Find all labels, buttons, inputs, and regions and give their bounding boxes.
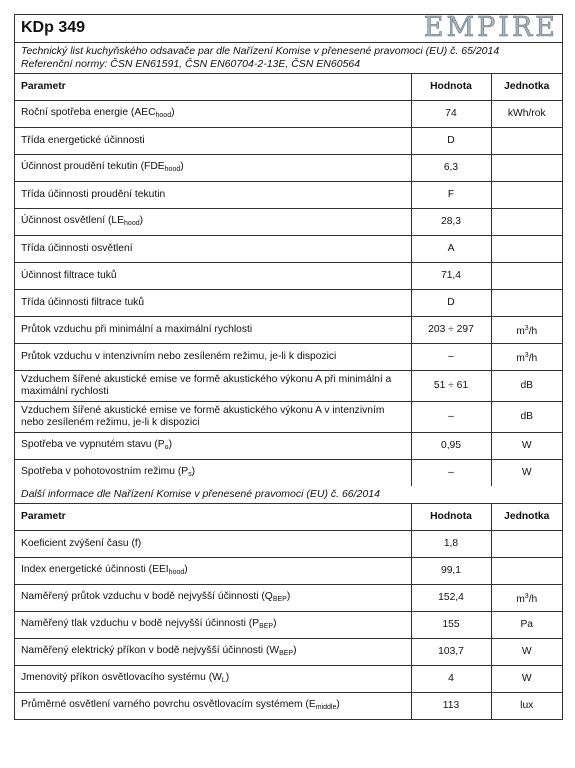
- unit-suffix: /h: [528, 352, 538, 364]
- parameter-subscript: BEP: [272, 595, 287, 603]
- parameter-suffix: ): [225, 671, 230, 683]
- unit-text: W: [521, 646, 532, 657]
- empire-logo: EMPIRE: [423, 12, 558, 43]
- unit-text: m: [516, 593, 525, 605]
- parameter-subscript: hood: [168, 568, 185, 576]
- parameter-cell: [15, 433, 411, 460]
- parameter-suffix: ): [336, 698, 340, 710]
- parameter-cell: [15, 209, 411, 236]
- value-cell: A: [411, 236, 491, 263]
- parameter-text: Třída účinnosti proudění tekutin: [21, 189, 166, 200]
- parameter-text: Průtok vzduchu při minimální a maximální rychlosti: [21, 324, 253, 335]
- unit-cell: [491, 263, 562, 290]
- parameter-cell: [15, 290, 411, 317]
- parameter-text: Třída účinnosti osvětlení: [21, 243, 133, 254]
- parameter-suffix: ): [171, 106, 175, 118]
- unit-suffix: /h: [528, 325, 538, 337]
- value-cell: 4: [411, 666, 491, 693]
- parameter-text: Vzduchem šířené akustické emise ve formě akustického výkonu A v intenzivním nebo zesíleném režimu, je-li k dispozici: [21, 405, 385, 428]
- unit-text: dB: [520, 380, 534, 391]
- header-value: Hodnota: [411, 74, 491, 101]
- parameter-cell: [15, 101, 411, 128]
- unit-cell: [491, 209, 562, 236]
- parameter-cell: [15, 317, 411, 344]
- unit-cell: [491, 531, 562, 558]
- value-cell: 0,95: [411, 433, 491, 460]
- header-unit: Jednotka: [491, 504, 562, 531]
- unit-cell: [491, 558, 562, 585]
- unit-cell: [491, 236, 562, 263]
- parameter-text: Naměřený průtok vzduchu v bodě nejvyšší účinnosti (Q: [21, 590, 273, 602]
- header-value: Hodnota: [411, 504, 491, 531]
- parameter-cell: [15, 639, 411, 666]
- value-cell: 51 ÷ 61: [411, 371, 491, 402]
- unit-text: W: [521, 440, 532, 451]
- parameter-cell: [15, 693, 411, 720]
- unit-cell: [491, 128, 562, 155]
- value-cell: 113: [411, 693, 491, 720]
- unit-cell: [491, 101, 562, 128]
- parameter-text: Roční spotřeba energie (AEC: [21, 106, 156, 118]
- unit-cell: [491, 460, 562, 487]
- unit-text: kWh/rok: [507, 108, 546, 119]
- parameter-cell: [15, 128, 411, 155]
- parameter-text: Průměrné osvětlení varného povrchu osvětlovacím systémem (E: [21, 698, 316, 710]
- unit-cell: [491, 666, 562, 693]
- model-name: KDp 349: [21, 19, 86, 36]
- unit-cell: [491, 433, 562, 460]
- additional-parameters-table: [15, 504, 562, 719]
- table-header-row: [15, 504, 562, 531]
- unit-text: dB: [520, 411, 534, 422]
- parameter-suffix: ): [273, 617, 277, 629]
- parameter-text: Index energetické účinnosti (EEI: [21, 563, 169, 575]
- parameter-text: Průtok vzduchu v intenzivním nebo zesíleném režimu, je-li k dispozici: [21, 351, 337, 362]
- table-row: [15, 666, 562, 693]
- parameter-text: Naměřený elektrický příkon v bodě nejvyšší účinnosti (W: [21, 644, 280, 656]
- parameter-suffix: ): [184, 563, 188, 575]
- parameter-text: Naměřený tlak vzduchu v bodě nejvyšší účinnosti (P: [21, 617, 260, 629]
- parameter-text: Účinnost proudění tekutin (FDE: [21, 160, 165, 172]
- parameter-suffix: ): [191, 465, 196, 477]
- unit-cell: [491, 182, 562, 209]
- reference-norms: Referenční normy: ČSN EN61591, ČSN EN60704-2-13E, ČSN EN60564: [21, 58, 361, 70]
- parameters-table: [15, 74, 562, 486]
- value-cell: –: [411, 344, 491, 371]
- parameter-subscript: middle: [315, 703, 337, 711]
- unit-cell: [491, 290, 562, 317]
- parameter-text: Účinnost osvětlení (LE: [21, 214, 125, 226]
- value-cell: 152,4: [411, 585, 491, 612]
- table-header-row: [15, 74, 562, 101]
- parameter-text: Spotřeba ve vypnutém stavu (P: [21, 438, 165, 450]
- table-row: [15, 371, 562, 402]
- parameter-suffix: ): [180, 160, 184, 172]
- header-parameter: Parametr: [15, 74, 411, 101]
- parameter-subscript: hood: [155, 111, 172, 119]
- table-row: [15, 155, 562, 182]
- unit-cell: [491, 612, 562, 639]
- value-cell: 74: [411, 101, 491, 128]
- table-row: [15, 460, 562, 487]
- value-cell: 99,1: [411, 558, 491, 585]
- value-cell: 1,8: [411, 531, 491, 558]
- parameter-subscript: BEP: [259, 622, 274, 630]
- table-row: [15, 402, 562, 433]
- parameter-subscript: L: [221, 676, 226, 684]
- parameter-suffix: ): [293, 644, 297, 656]
- parameter-cell: [15, 531, 411, 558]
- table-row: [15, 585, 562, 612]
- parameter-cell: [15, 558, 411, 585]
- parameter-cell: [15, 236, 411, 263]
- unit-text: W: [521, 467, 532, 478]
- table-row: [15, 263, 562, 290]
- table-row: [15, 693, 562, 720]
- table-row: [15, 128, 562, 155]
- value-cell: –: [411, 460, 491, 487]
- regulation-text: Technický list kuchyňského odsavače par dle Nařízení Komise v přenesené pravomoci (EU) č. 65/2014: [21, 45, 500, 57]
- unit-superscript: 3: [524, 351, 529, 359]
- table-row: [15, 344, 562, 371]
- parameter-suffix: ): [139, 214, 144, 226]
- value-cell: –: [411, 402, 491, 433]
- unit-superscript: 3: [524, 592, 529, 600]
- table-row: [15, 531, 562, 558]
- additional-info-note: Další informace dle Nařízení Komise v přenesené pravomoci (EU) č. 66/2014: [15, 486, 562, 504]
- value-cell: 103,7: [411, 639, 491, 666]
- header-parameter: Parametr: [15, 504, 411, 531]
- parameter-cell: [15, 344, 411, 371]
- parameter-cell: [15, 666, 411, 693]
- unit-cell: [491, 402, 562, 433]
- parameter-text: Vzduchem šířené akustické emise ve formě akustického výkonu A při minimální a maximální rychlosti: [21, 374, 392, 397]
- unit-text: W: [521, 673, 532, 684]
- regulation-note: [15, 43, 562, 74]
- parameter-cell: [15, 182, 411, 209]
- unit-superscript: 3: [524, 324, 529, 332]
- parameter-subscript: hood: [124, 219, 140, 227]
- table-row: [15, 612, 562, 639]
- table-row: [15, 209, 562, 236]
- parameter-subscript: o: [164, 443, 169, 451]
- parameter-subscript: s: [188, 470, 192, 478]
- value-cell: D: [411, 128, 491, 155]
- title-bar: [15, 12, 562, 43]
- value-cell: F: [411, 182, 491, 209]
- table-row: [15, 290, 562, 317]
- parameter-text: Účinnost filtrace tuků: [21, 270, 117, 281]
- table-row: [15, 182, 562, 209]
- parameter-subscript: BEP: [279, 649, 294, 657]
- unit-cell: [491, 317, 562, 344]
- parameter-cell: [15, 371, 411, 402]
- energy-datasheet: [14, 14, 563, 720]
- unit-cell: [491, 155, 562, 182]
- unit-cell: [491, 371, 562, 402]
- parameter-cell: [15, 402, 411, 433]
- table-row: [15, 101, 562, 128]
- table-row: [15, 639, 562, 666]
- table-row: [15, 433, 562, 460]
- table-row: [15, 236, 562, 263]
- parameter-cell: [15, 263, 411, 290]
- unit-text: Pa: [520, 619, 534, 630]
- parameter-text: Třída energetické účinnosti: [21, 135, 145, 146]
- parameter-text: Jmenovitý příkon osvětlovacího systému (W: [21, 671, 222, 683]
- unit-text: m: [516, 352, 525, 364]
- value-cell: 71,4: [411, 263, 491, 290]
- unit-cell: [491, 639, 562, 666]
- table-row: [15, 558, 562, 585]
- unit-text: m: [516, 325, 525, 337]
- unit-text: lux: [520, 700, 534, 711]
- value-cell: 203 ÷ 297: [411, 317, 491, 344]
- parameter-subscript: hood: [164, 165, 181, 173]
- parameter-text: Spotřeba v pohotovostním režimu (P: [21, 465, 189, 477]
- value-cell: D: [411, 290, 491, 317]
- parameter-text: Třída účinnosti filtrace tuků: [21, 297, 145, 308]
- parameter-text: Koeficient zvýšení času (f): [21, 538, 142, 549]
- parameter-cell: [15, 585, 411, 612]
- value-cell: 28,3: [411, 209, 491, 236]
- table-row: [15, 317, 562, 344]
- unit-cell: [491, 585, 562, 612]
- header-unit: Jednotka: [491, 74, 562, 101]
- unit-cell: [491, 693, 562, 720]
- parameter-cell: [15, 460, 411, 487]
- parameter-cell: [15, 612, 411, 639]
- value-cell: 6,3: [411, 155, 491, 182]
- parameter-suffix: ): [286, 590, 291, 602]
- parameter-cell: [15, 155, 411, 182]
- parameter-suffix: ): [168, 438, 173, 450]
- unit-suffix: /h: [528, 593, 538, 605]
- value-cell: 155: [411, 612, 491, 639]
- unit-cell: [491, 344, 562, 371]
